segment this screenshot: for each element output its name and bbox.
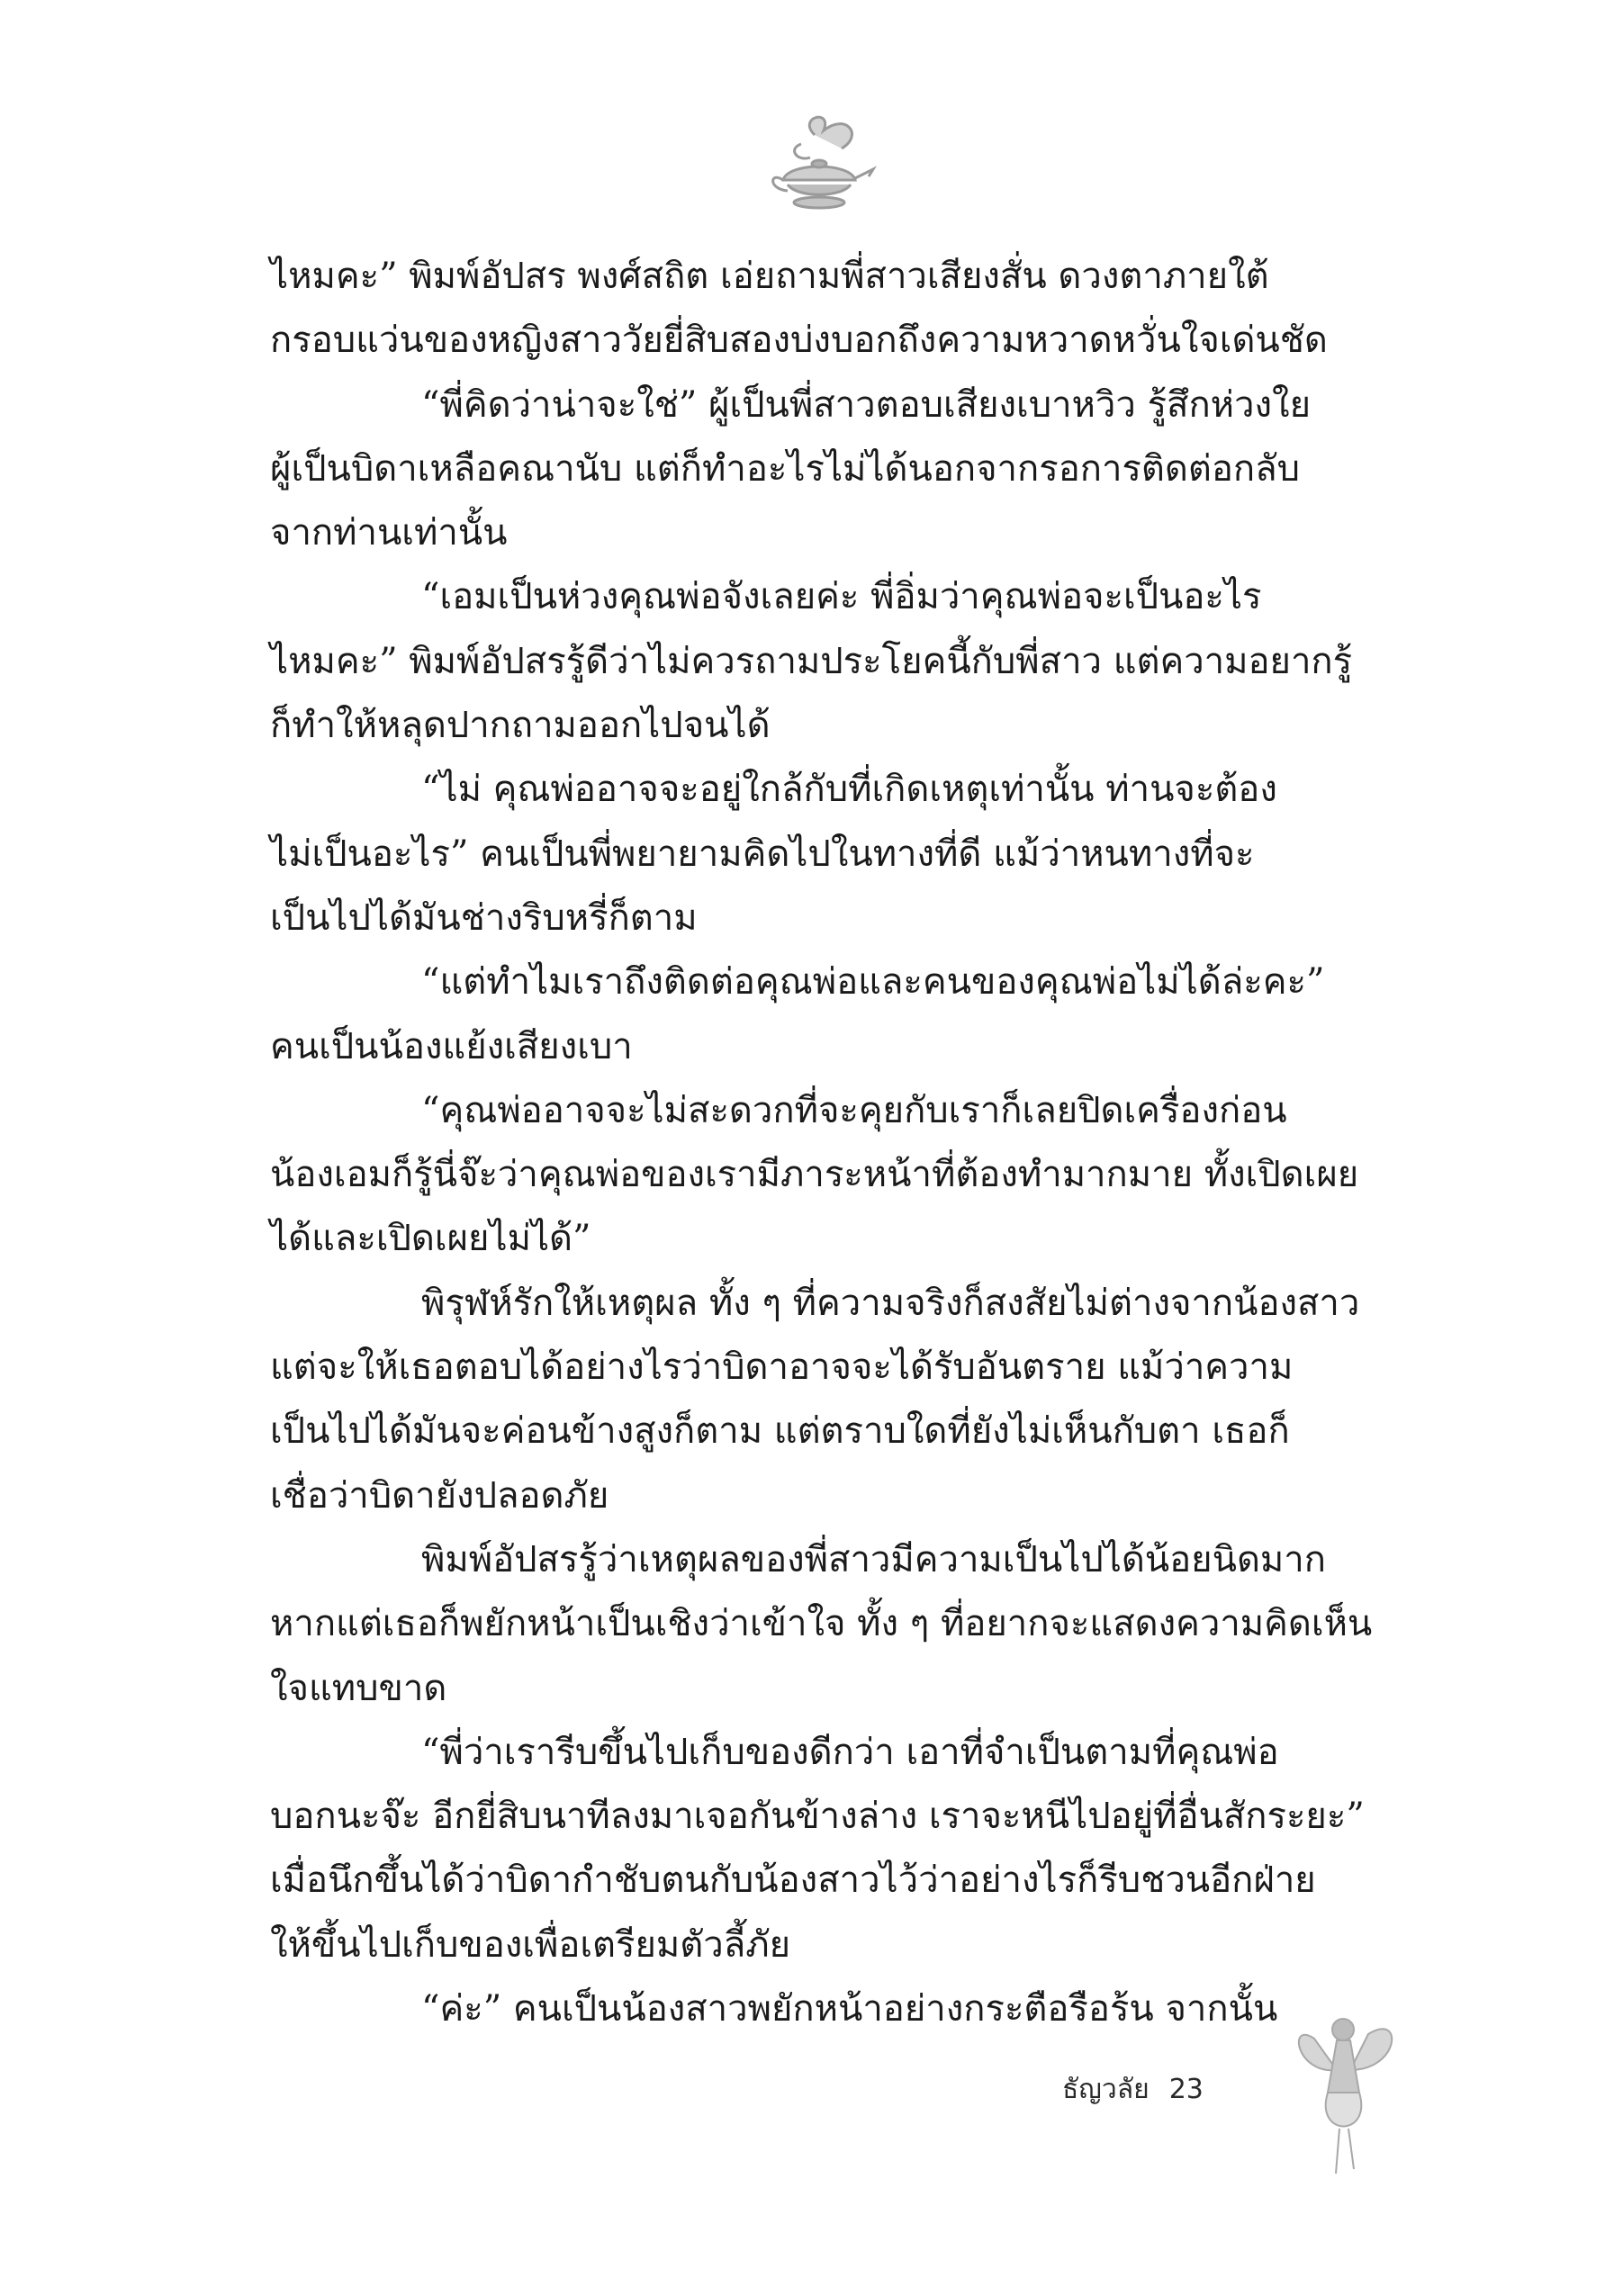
body-text (270, 245, 1384, 2041)
text-line: “คุณพ่ออาจจะไม่สะดวกที่จะคุยกับเราก็เลยปิดเครื่องก่อน (421, 1089, 1287, 1131)
text-line: “ไม่ คุณพ่ออาจจะอยู่ใกล้กับที่เกิดเหตุเท่านั้น ท่านจะต้อง (421, 769, 1277, 811)
text-line: ไหมคะ” พิมพ์อัปสรรู้ดีว่าไม่ควรถามประโยคนี้กับพี่สาว แต่ความอยากรู้ (270, 640, 1353, 682)
text-line: จากท่านเท่านั้น (270, 512, 508, 554)
text-line: เมื่อนึกขึ้นได้ว่าบิดากำชับตนกับน้องสาวไว้ว่าอย่างไรก็รีบชวนอีกฝ่าย (270, 1859, 1316, 1902)
text-line: “พี่คิดว่าน่าจะใช่” ผู้เป็นพี่สาวตอบเสียงเบาหวิว รู้สึกห่วงใย (421, 383, 1312, 426)
text-line: ให้ขึ้นไปเก็บของเพื่อเตรียมตัวลี้ภัย (270, 1923, 791, 1966)
text-line: พิมพ์อัปสรรู้ว่าเหตุผลของพี่สาวมีความเป็นไปได้น้อยนิดมาก (421, 1538, 1326, 1580)
text-line: เชื่อว่าบิดายังปลอดภัย (270, 1474, 609, 1517)
text-line: คนเป็นน้องแย้งเสียงเบา (270, 1025, 633, 1067)
text-line: “เอมเป็นห่วงคุณพ่อจังเลยค่ะ พี่อิ่มว่าคุณพ่อจะเป็นอะไร (421, 576, 1262, 618)
footer-author: ธัญวลัย (1062, 2074, 1150, 2105)
text-line: “ค่ะ” คนเป็นน้องสาวพยักหน้าอย่างกระตือรือร้น จากนั้น (421, 1988, 1278, 2030)
page-number: 23 (1168, 2074, 1204, 2105)
page-footer (1062, 2068, 1204, 2111)
text-line: ไหมคะ” พิมพ์อัปสร พงศ์สถิต เอ่ยถามพี่สาวเสียงสั่น ดวงตาภายใต้ (270, 256, 1269, 297)
magic-lamp-icon (761, 108, 878, 225)
text-line: ก็ทำให้หลุดปากถามออกไปจนได้ (270, 705, 771, 747)
text-line: ไม่เป็นอะไร” คนเป็นพี่พยายามคิดไปในทางที่ดี แม้ว่าหนทางที่จะ (270, 833, 1255, 875)
text-line: หากแต่เธอก็พยักหน้าเป็นเชิงว่าเข้าใจ ทั้ง ๆ ที่อยากจะแสดงความคิดเห็น (270, 1603, 1373, 1645)
text-line: ใจแทบขาด (270, 1667, 447, 1709)
text-line: “แต่ทำไมเราถึงติดต่อคุณพ่อและคนของคุณพ่อไม่ได้ล่ะคะ” (421, 961, 1325, 1004)
text-line: เป็นไปได้มันช่างริบหรี่ก็ตาม (270, 896, 698, 939)
text-line: กรอบแว่นของหญิงสาววัยยี่สิบสองบ่งบอกถึงความหวาดหวั่นใจเด่นชัด (270, 320, 1328, 362)
text-line: แต่จะให้เธอตอบได้อย่างไรว่าบิดาอาจจะได้รับอันตราย แม้ว่าความ (270, 1346, 1294, 1389)
text-line: น้องเอมก็รู้นี่จ๊ะว่าคุณพ่อของเรามีภาระหน้าที่ต้องทำมากมาย ทั้งเปิดเผย (270, 1154, 1359, 1196)
text-line: “พี่ว่าเรารีบขึ้นไปเก็บของดีกว่า เอาที่จำเป็นตามที่คุณพ่อ (421, 1731, 1279, 1773)
fairy-icon (1287, 2003, 1404, 2183)
text-line: พิรุฬห์รักให้เหตุผล ทั้ง ๆ ที่ความจริงก็สงสัยไม่ต่างจากน้องสาว (421, 1282, 1360, 1324)
text-line: เป็นไปได้มันจะค่อนข้างสูงก็ตาม แต่ตราบใดที่ยังไม่เห็นกับตา เธอก็ (270, 1410, 1290, 1453)
text-line: ได้และเปิดเผยไม่ได้” (270, 1218, 591, 1260)
text-line: ผู้เป็นบิดาเหลือคณานับ แต่ก็ทำอะไรไม่ได้นอกจากรอการติดต่อกลับ (270, 447, 1300, 490)
text-line: บอกนะจ๊ะ อีกยี่สิบนาทีลงมาเจอกันข้างล่าง เราจะหนีไปอยู่ที่อื่นสักระยะ” (270, 1796, 1365, 1838)
